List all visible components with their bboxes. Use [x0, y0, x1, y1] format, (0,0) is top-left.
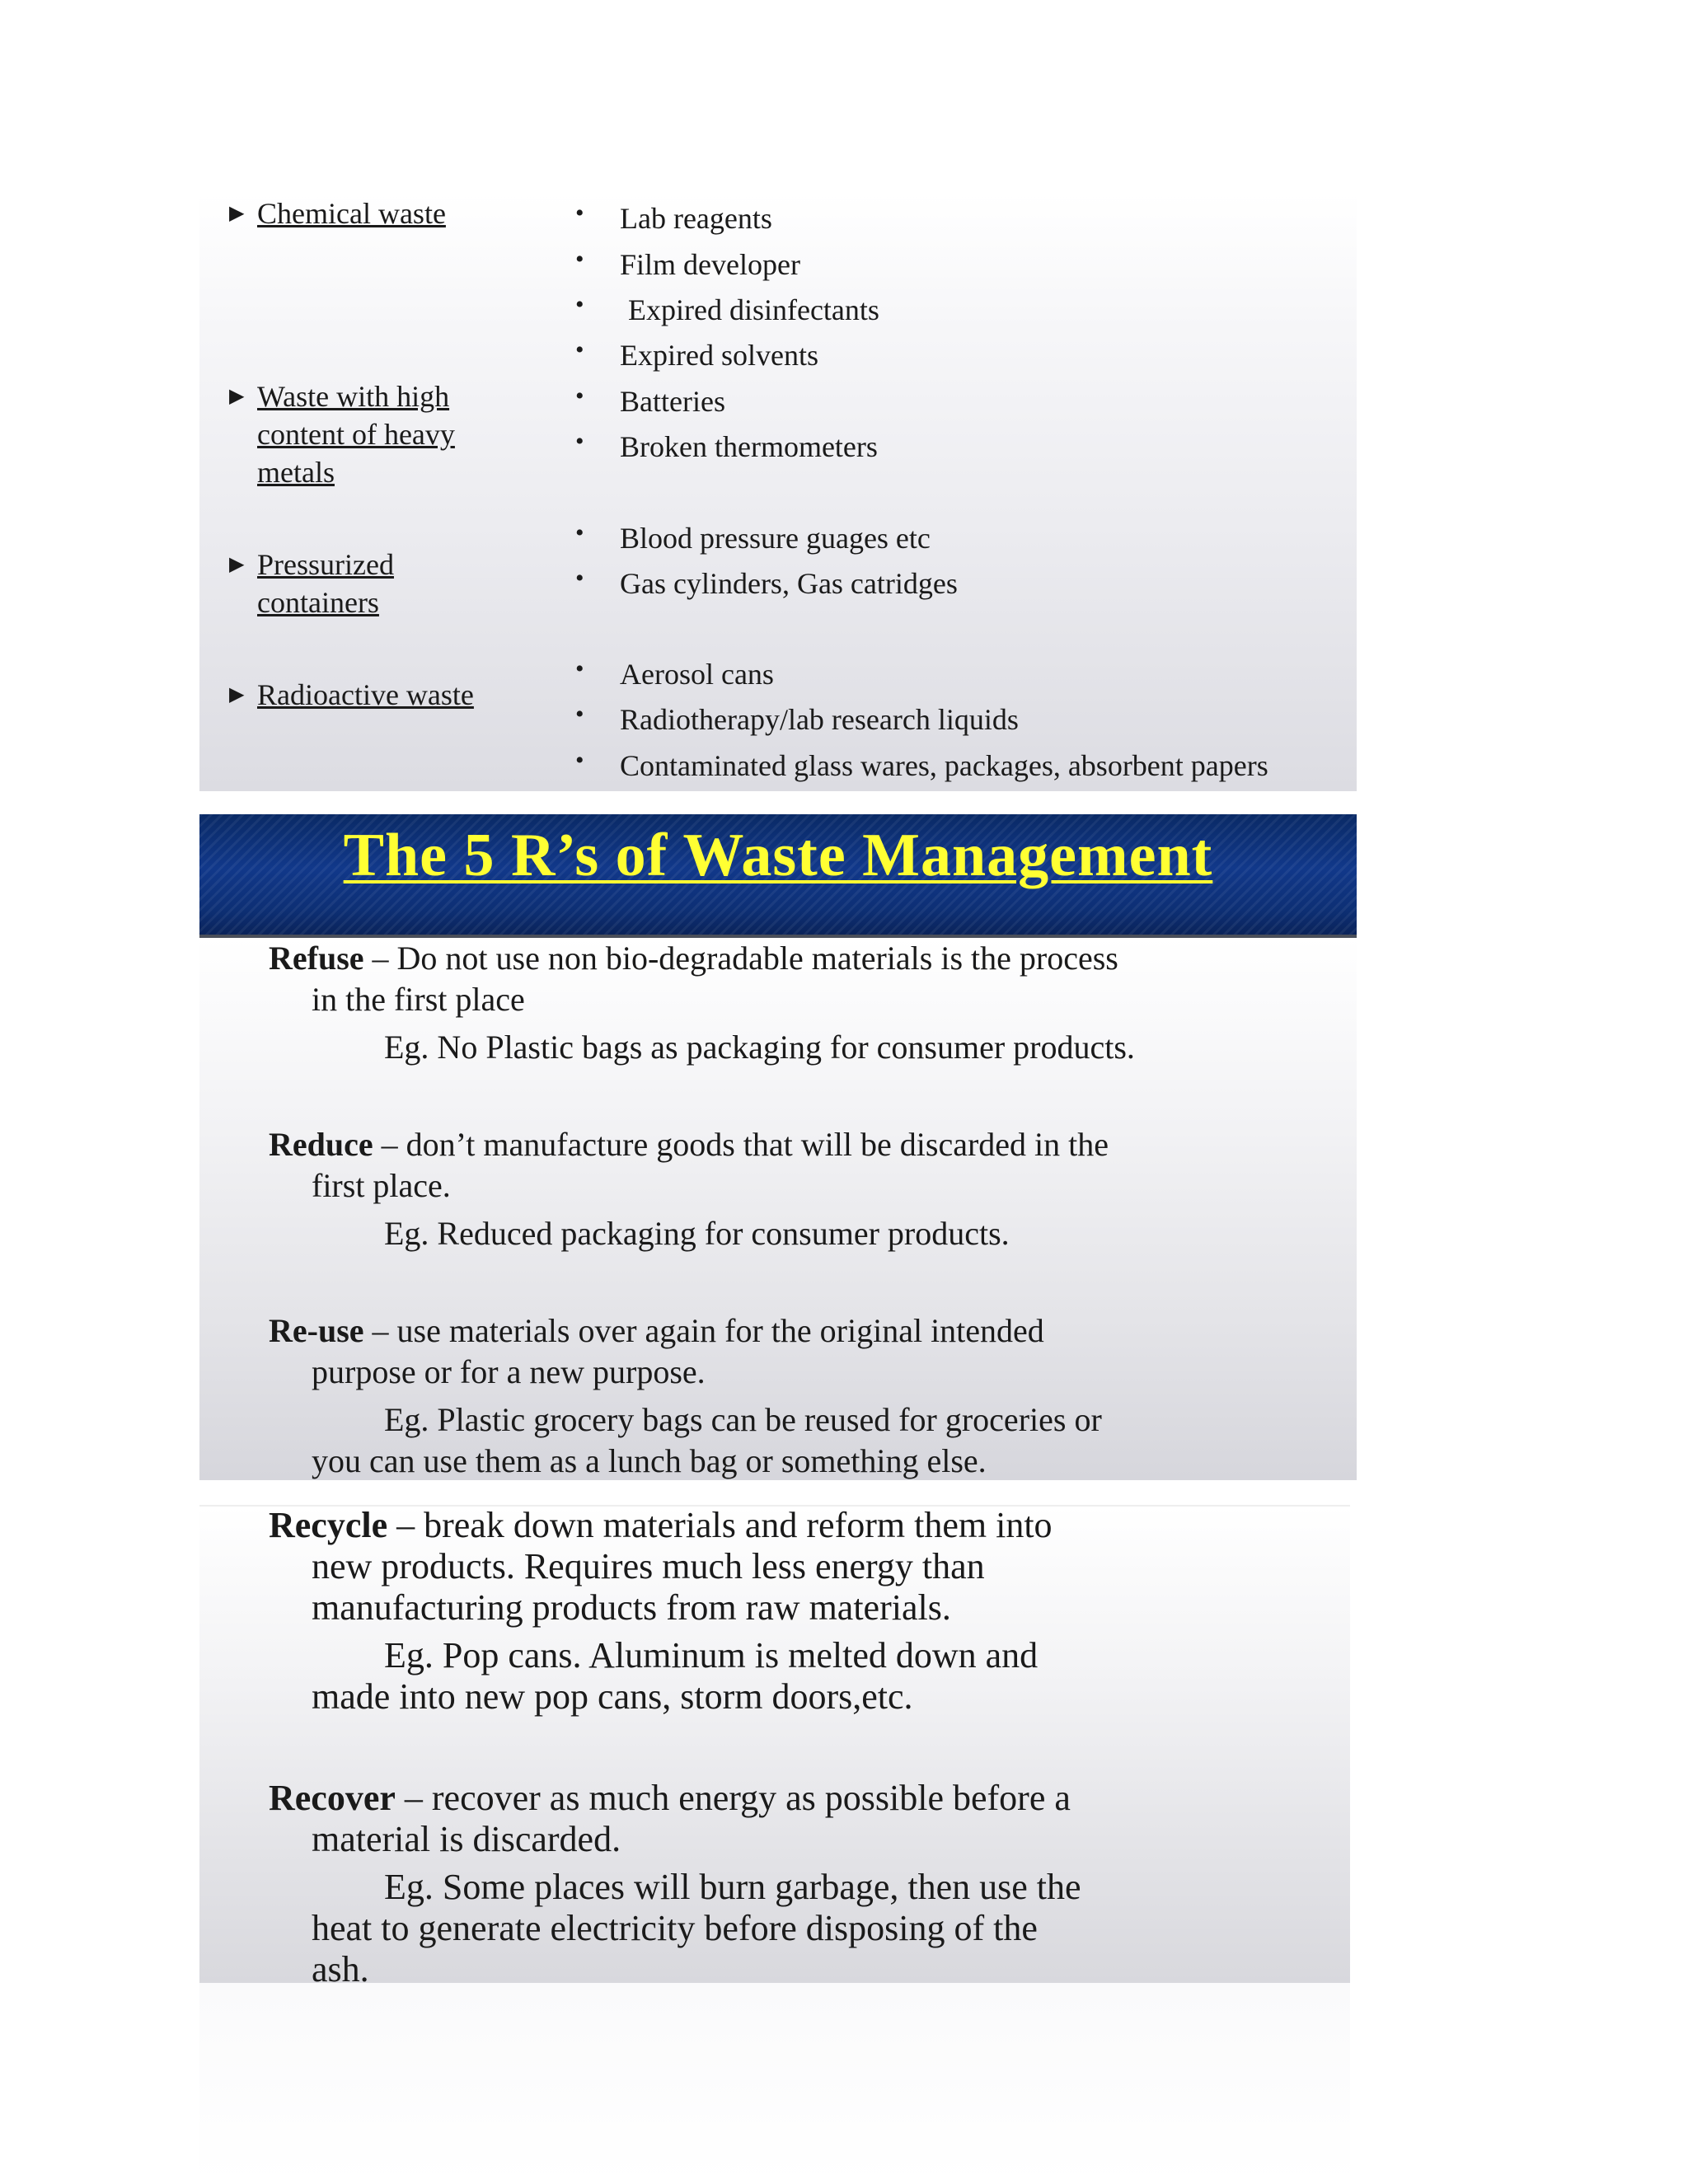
r-item-line: Refuse – Do not use non bio-degradable materials is the process — [269, 940, 1118, 977]
r-item-line: manufacturing products from raw materials. — [312, 1587, 951, 1628]
bullet-icon: • — [575, 291, 584, 318]
category-label: Chemical waste — [257, 197, 446, 230]
r-item-line: new products. Requires much less energy than — [312, 1546, 985, 1586]
example-text: made into new pop cans, storm doors,etc. — [312, 1676, 913, 1717]
r-item-line: first place. — [312, 1167, 451, 1204]
bullet-icon: • — [575, 199, 584, 227]
r-item-recycle — [269, 1505, 1340, 1718]
arrow-right-icon: ▶ — [229, 554, 245, 575]
blank-slide-area — [199, 1983, 1350, 2184]
category-label: Pressurized containers — [257, 548, 394, 619]
r-item-line: Recover – recover as much energy as possible before a — [269, 1778, 1071, 1818]
example-text: Eg. Some places will burn garbage, then use the — [384, 1867, 1081, 1907]
r-item-line: material is discarded. — [312, 1819, 621, 1859]
bullet-icon: • — [575, 519, 584, 546]
category-label: Waste with high content of heavy metals — [257, 380, 455, 489]
page-title: The 5 R’s of Waste Management — [343, 822, 1213, 889]
r-item-reuse — [269, 1310, 1340, 1482]
bullet-icon: • — [575, 701, 584, 728]
arrow-right-icon: ▶ — [229, 684, 245, 705]
example-text: heat to generate electricity before disposing of the — [312, 1908, 1038, 1948]
bullet-icon: • — [575, 246, 584, 273]
title-banner — [199, 814, 1357, 938]
r-item-line: in the first place — [312, 981, 525, 1018]
r-item-line: Reduce – don’t manufacture goods that will be discarded in the — [269, 1126, 1109, 1163]
r-item-refuse — [269, 938, 1340, 1068]
r-item-line: purpose or for a new purpose. — [312, 1353, 706, 1390]
bullet-icon: • — [575, 655, 584, 682]
bullet-icon: • — [575, 428, 584, 455]
bullet-icon: • — [575, 747, 584, 774]
example-text: Eg. Pop cans. Aluminum is melted down and — [384, 1635, 1039, 1675]
example-text: Eg. No Plastic bags as packaging for consumer products. — [384, 1029, 1135, 1066]
bullet-icon: • — [575, 565, 584, 592]
r-item-recover — [269, 1778, 1340, 1990]
arrow-right-icon: ▶ — [229, 386, 245, 407]
bullet-icon: • — [575, 336, 584, 363]
bullet-icon: • — [575, 382, 584, 410]
example-text: ash. — [312, 1949, 369, 1990]
r-item-reduce — [269, 1124, 1340, 1254]
r-item-line: Re-use – use materials over again for the original intended — [269, 1312, 1044, 1349]
r-item-line: Recycle – break down materials and reform them into — [269, 1505, 1053, 1545]
example-text: Eg. Plastic grocery bags can be reused for groceries or — [384, 1401, 1102, 1438]
arrow-right-icon: ▶ — [229, 203, 245, 224]
example-text: you can use them as a lunch bag or something else. — [312, 1442, 987, 1479]
category-label: Radioactive waste — [257, 678, 474, 711]
example-text: Eg. Reduced packaging for consumer products. — [384, 1215, 1010, 1252]
